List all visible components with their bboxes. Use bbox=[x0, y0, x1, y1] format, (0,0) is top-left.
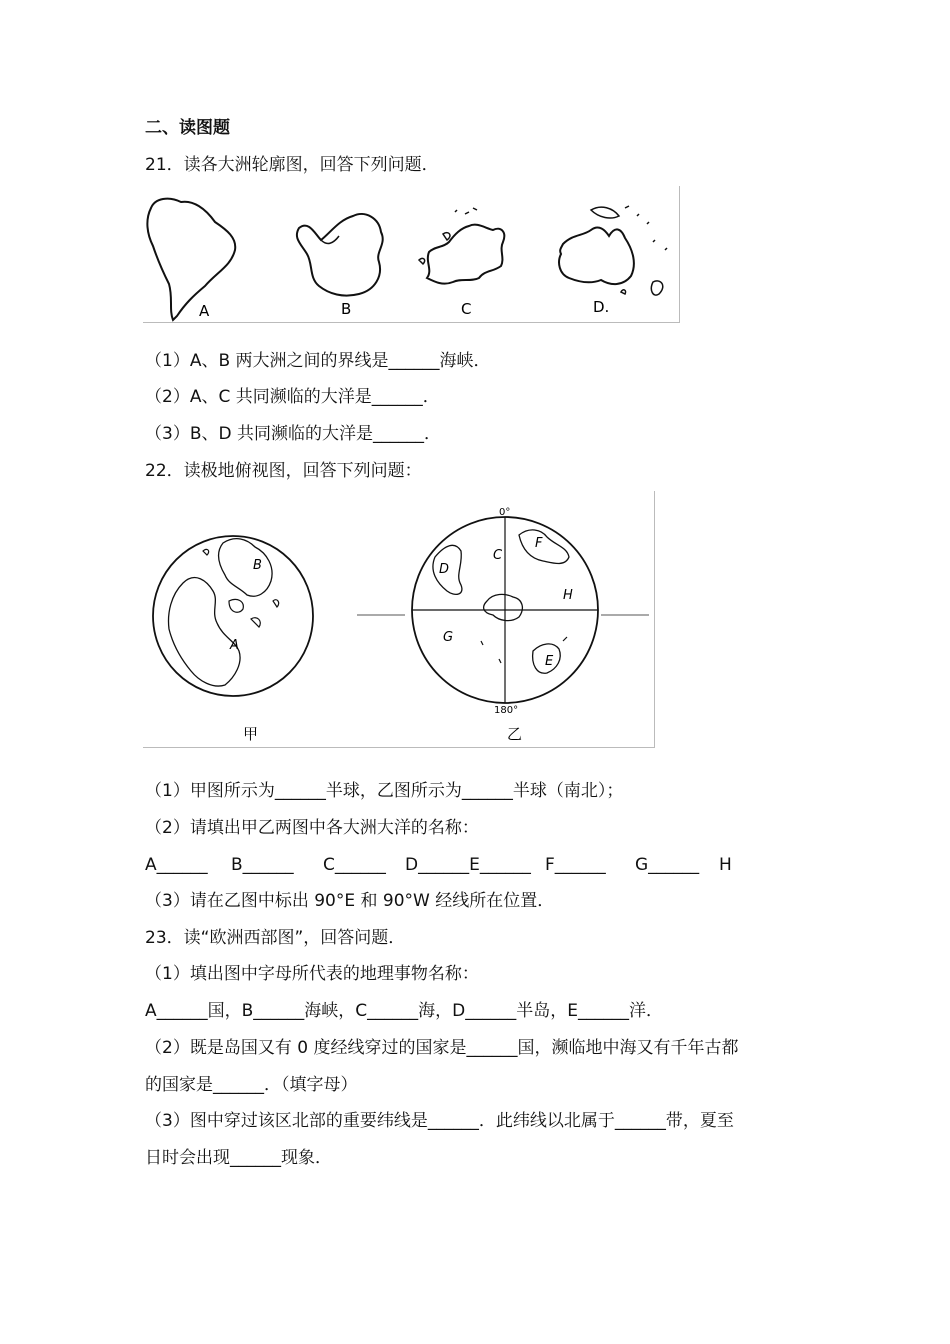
q23-sub3b: 日时会出现______现象． bbox=[145, 1148, 332, 1168]
q21-stem: 21．读各大洲轮廓图，回答下列问题． bbox=[145, 155, 439, 175]
left-label-b: B bbox=[253, 558, 262, 573]
blank-c: C______ bbox=[323, 855, 386, 875]
caption-yi: 乙 bbox=[507, 725, 523, 743]
globe-left bbox=[153, 536, 313, 696]
right-label-f: F bbox=[535, 536, 543, 551]
outline-a bbox=[147, 199, 235, 320]
outline-d bbox=[559, 228, 634, 285]
caption-jia: 甲 bbox=[243, 725, 259, 743]
q23-sub2a: （2）既是岛国又有 0 度经线穿过的国家是______国，濒临地中海又有千年古都 bbox=[145, 1038, 739, 1058]
q23-stem: 23．读“欧洲西部图”，回答问题． bbox=[145, 928, 406, 948]
blank-d-e: D______E______ bbox=[405, 855, 531, 875]
label-c: C bbox=[461, 300, 472, 318]
q21-sub1: （1）A、B 两大洲之间的界线是______海峡． bbox=[145, 351, 491, 371]
q22-sub3: （3）请在乙图中标出 90°E 和 90°W 经线所在位置． bbox=[145, 891, 555, 911]
right-label-e: E bbox=[545, 654, 554, 669]
q23-sub3a: （3）图中穿过该区北部的重要纬线是______．此纬线以北属于______带，夏至 bbox=[145, 1111, 734, 1131]
blank-b: B______ bbox=[231, 855, 294, 875]
right-label-c: C bbox=[493, 548, 503, 563]
right-label-h: H bbox=[563, 588, 573, 603]
section-title: 二、读图题 bbox=[145, 118, 230, 138]
deg-180: 180° bbox=[494, 705, 519, 716]
outline-c bbox=[427, 225, 504, 284]
q23-sub1-line: A______国，B______海峡，C______海，D______半岛，E______洋． bbox=[145, 1001, 663, 1021]
left-label-a: A bbox=[230, 638, 239, 653]
blank-f: F______ bbox=[545, 855, 606, 875]
q21-sub2: （2）A、C 共同濒临的大洋是______． bbox=[145, 387, 440, 407]
q23-sub1: （1）填出图中字母所代表的地理事物名称： bbox=[145, 964, 479, 984]
blank-a: A______ bbox=[145, 855, 208, 875]
deg-0: 0° bbox=[499, 507, 511, 518]
q22-stem: 22．读极地俯视图，回答下列问题： bbox=[145, 461, 422, 481]
label-d: D. bbox=[593, 298, 610, 316]
continent-outlines-figure bbox=[143, 186, 680, 323]
label-b: B bbox=[341, 300, 352, 318]
outline-b bbox=[297, 214, 383, 296]
q21-sub3: （3）B、D 共同濒临的大洋是______． bbox=[145, 424, 441, 444]
blank-h: H bbox=[719, 855, 732, 875]
q23-sub2b: 的国家是______．（填字母） bbox=[145, 1075, 358, 1095]
right-label-g: G bbox=[443, 630, 454, 645]
polar-view-figure bbox=[143, 491, 655, 748]
blank-g: G______ bbox=[635, 855, 700, 875]
label-a: A bbox=[199, 302, 210, 320]
right-label-d: D bbox=[439, 562, 450, 577]
q22-sub2: （2）请填出甲乙两图中各大洲大洋的名称： bbox=[145, 818, 479, 838]
q22-sub1: （1）甲图所示为______半球，乙图所示为______半球（南北）； bbox=[145, 781, 624, 801]
